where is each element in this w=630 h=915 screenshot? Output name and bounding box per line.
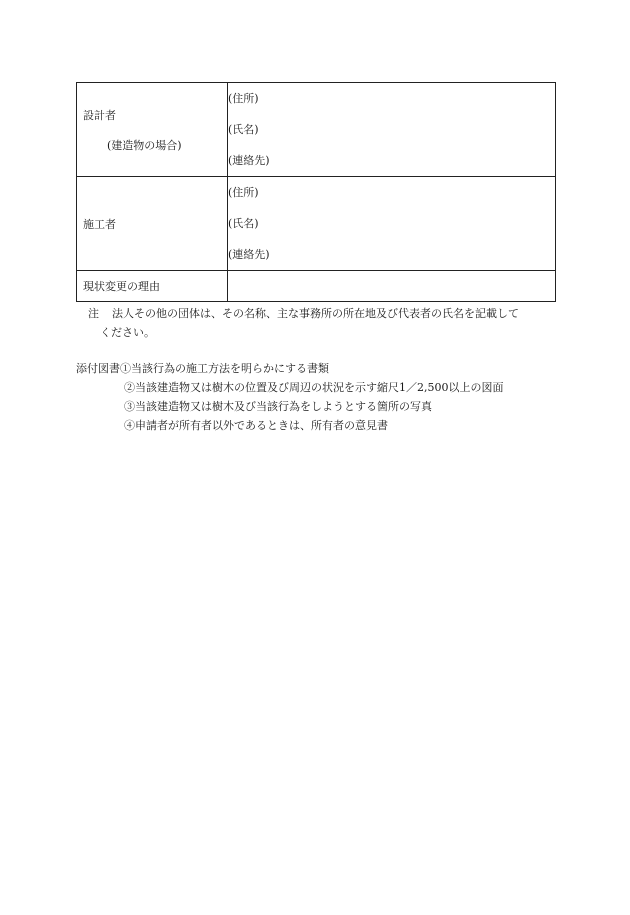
attachments-block (76, 359, 576, 435)
attachment-item-3: ③当該建造物又は樹木及び当該行為をしようとする箇所の写真 (124, 400, 432, 413)
note-line-1: 法人その他の団体は、その名称、主な事務所の所在地及び代表者の氏名を記載して (112, 307, 519, 320)
designer-fields-cell[interactable] (228, 83, 556, 177)
constructor-contact-label: (連絡先) (228, 248, 270, 261)
attachment-item-4: ④申請者が所有者以外であるときは、所有者の意見書 (124, 419, 388, 432)
constructor-name-label: (氏名) (228, 217, 259, 230)
reason-value-cell[interactable] (228, 271, 556, 302)
designer-contact-label: (連絡先) (228, 154, 270, 167)
designer-sublabel: (建造物の場合) (107, 138, 182, 152)
note-line-2: ください。 (100, 326, 155, 339)
attachment-item-2: ②当該建造物又は樹木の位置及び周辺の状況を示す縮尺1／2,500以上の図面 (124, 381, 504, 394)
designer-label: 設計者 (83, 108, 116, 122)
designer-address-label: (住所) (228, 92, 259, 105)
application-form-table (76, 82, 556, 302)
attachment-item-1: ①当該行為の施工方法を明らかにする書類 (120, 362, 329, 375)
constructor-fields-cell[interactable] (228, 177, 556, 271)
designer-name-label: (氏名) (228, 123, 259, 136)
constructor-label-cell (77, 177, 228, 271)
note-mark: 注 (88, 307, 99, 320)
reason-row (77, 271, 556, 302)
attachments-heading: 添付図書 (76, 362, 120, 375)
reason-label-cell (77, 271, 228, 302)
constructor-address-label: (住所) (228, 186, 259, 199)
note-block (88, 304, 568, 342)
constructor-label: 施工者 (83, 217, 116, 231)
designer-label-cell (77, 83, 228, 177)
constructor-row (77, 177, 556, 271)
designer-row (77, 83, 556, 177)
reason-label: 現状変更の理由 (83, 280, 160, 293)
